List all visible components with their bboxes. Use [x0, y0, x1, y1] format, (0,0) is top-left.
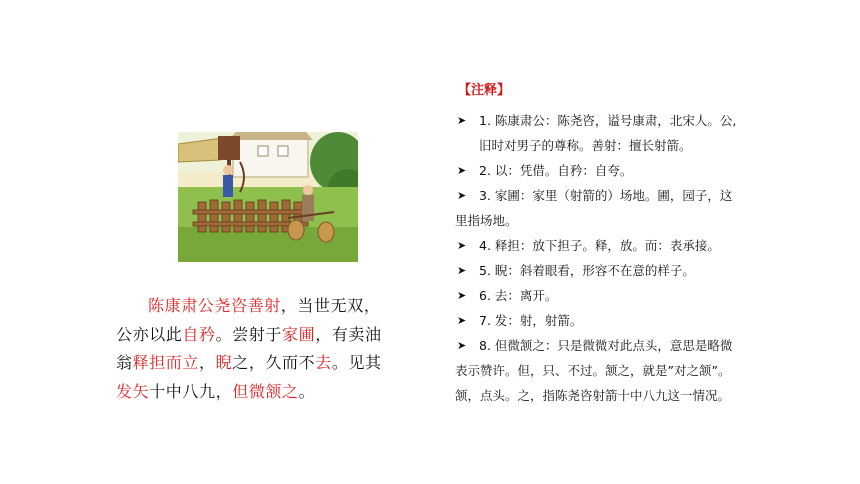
note-item-2: [455, 158, 795, 183]
archery-scene-image: [178, 132, 358, 262]
classical-passage: [116, 292, 396, 406]
notes-list: [455, 108, 795, 408]
arrowhead-bullet-icon: ➤: [457, 239, 467, 252]
arrowhead-bullet-icon: ➤: [457, 189, 467, 202]
note-text: 表示赞许。但，只、不过。颔之，就是”对之颔”。: [455, 363, 731, 378]
note-text: 2. 以：凭借。自矜：自夸。: [479, 163, 633, 178]
note-text: 4. 释担：放下担子。释，放。而：表承接。: [479, 238, 720, 253]
highlight-qu: 去: [315, 353, 332, 372]
note-text: 里指场地。: [455, 213, 518, 228]
passage-text: 。尝射于: [215, 324, 283, 344]
note-text: 8. 但微颔之：只是微微对此点头，意思是略微: [479, 338, 733, 353]
highlight-jiapu: 家圃: [282, 324, 316, 344]
passage-text: 。见其: [331, 353, 382, 372]
note-item-3: [455, 183, 795, 233]
note-text: 7. 发：射，射箭。: [479, 313, 583, 328]
arrowhead-bullet-icon: ➤: [457, 114, 467, 127]
note-text: 3. 家圃：家里（射箭的）场地。圃，园子，这: [479, 188, 733, 203]
note-item-5: [455, 258, 795, 283]
note-item-6: [455, 283, 795, 308]
arrowhead-bullet-icon: ➤: [457, 264, 467, 277]
highlight-danweihan: 但微颔之: [232, 381, 299, 401]
note-item-1: [455, 108, 795, 158]
arrowhead-bullet-icon: ➤: [457, 164, 467, 177]
highlight-ni: 睨: [215, 353, 233, 372]
highlight-zijin: 自矜: [182, 324, 216, 344]
highlight-shidan: 释担而立: [132, 353, 200, 372]
note-item-8: [455, 333, 795, 408]
notes-title: 【注释】: [458, 83, 511, 98]
note-text: 颔，点头。之，指陈尧咨射箭十中八九这一情况。: [455, 388, 731, 403]
note-text: 1. 陈康肃公：陈尧咨，谥号康肃，北宋人。公,: [479, 113, 737, 128]
highlight-chen-kangsu: 陈康肃公尧咨善射: [148, 296, 281, 315]
passage-text: 之，久而不: [232, 353, 316, 372]
passage-text: ，有卖油翁: [116, 324, 382, 372]
story-illustration: [178, 132, 358, 262]
note-text: 5. 睨：斜着眼看，形容不在意的样子。: [479, 263, 695, 278]
passage-text: ，: [199, 353, 216, 372]
note-item-7: [455, 308, 795, 333]
note-text: 6. 去：离开。: [479, 288, 558, 303]
arrowhead-bullet-icon: ➤: [457, 314, 467, 327]
arrowhead-bullet-icon: ➤: [457, 289, 467, 302]
passage-text: ，当世无双，公亦以此: [116, 296, 381, 344]
passage-text: 。: [298, 381, 316, 401]
highlight-fashi: 发矢: [116, 381, 150, 401]
note-text: 旧时对男子的尊称。善射：擅长射箭。: [479, 138, 692, 153]
note-item-4: [455, 233, 795, 258]
arrowhead-bullet-icon: ➤: [457, 339, 467, 352]
passage-text: 十中八九，: [149, 381, 233, 401]
